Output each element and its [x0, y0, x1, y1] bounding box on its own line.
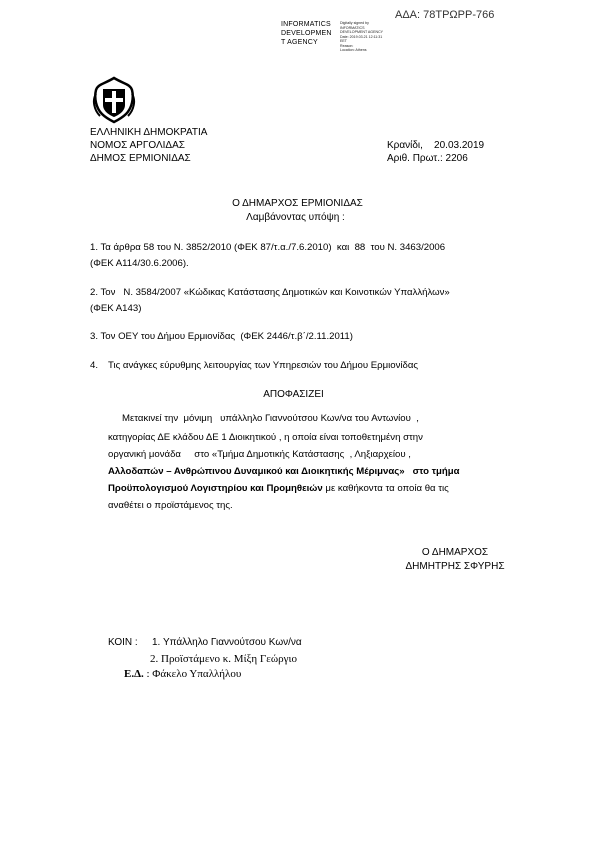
signature-line: EET: [340, 39, 347, 43]
consideration-1-line-1: 1. Τα άρθρα 58 του Ν. 3852/2010 (ΦΕΚ 87/τ.α./7.6.2010) και 88 του Ν. 3463/2006: [90, 242, 446, 253]
issuer-header: [90, 126, 207, 165]
ida-logo-line: DEVELOPMEN: [281, 30, 332, 37]
consideration-2-line-1: 2. Τον Ν. 3584/2007 «Κώδικας Κατάστασης Δημοτικών και Κοινοτικών Υπαλλήλων»: [90, 287, 450, 298]
signature-name: ΔΗΜΗΤΡΗΣ ΣΦΥΡΗΣ: [405, 561, 505, 572]
consideration-2-line-2: (ΦΕΚ Α143): [90, 303, 142, 314]
decision-line-3: οργανική μονάδα στο «Τμήμα Δημοτικής Κατάστασης , Ληξιαρχείου ,: [108, 449, 411, 460]
consideration-3: 3. Τον ΟΕΥ του Δήμου Ερμιονίδας (ΦΕΚ 2446/τ.β΄/2.11.2011): [90, 331, 353, 342]
signature-line: DEVELOPMENT AGENCY: [340, 30, 384, 34]
ed-text: : Φάκελο Υπαλλήλου: [146, 668, 242, 680]
ida-logo-text: [281, 20, 332, 47]
issuer-municipality: ΔΗΜΟΣ ΕΡΜΙΟΝΙΔΑΣ: [90, 153, 191, 164]
mayor-signature: [390, 546, 520, 574]
ida-logo-line: INFORMATICS: [281, 21, 331, 28]
signature-line: Location: Athens: [340, 48, 367, 52]
decision-line-6: αναθέτει ο προϊστάμενος της.: [108, 500, 233, 511]
decision-line-1: Μετακινεί την μόνιμη υπάλληλο Γιαννούτσου Κων/να του Αντωνίου ,: [122, 413, 419, 424]
decision-line-4: Αλλοδαπών – Ανθρώπινου Δυναμικού και Διοικητικής Μέριμνας» στο τμήμα: [108, 466, 460, 477]
koin-label: ΚΟΙΝ :: [108, 637, 138, 648]
decides-heading: ΑΠΟΦΑΣΙΖΕΙ: [263, 389, 324, 400]
consideration-1-line-2: (ΦΕΚ Α114/30.6.2006).: [90, 258, 189, 269]
koin-item-2: 2. Προϊστάμενο κ. Μίξη Γεώργιο: [150, 653, 297, 665]
digital-signature-block: [340, 21, 383, 53]
signature-line: Reason:: [340, 43, 354, 48]
issuer-prefecture: ΝΟΜΟΣ ΑΡΓΟΛΙΔΑΣ: [90, 140, 185, 151]
koin-item-1: 1. Υπάλληλο Γιαννούτσου Κων/να: [152, 637, 302, 648]
decision-department: Προϋπολογισμού Λογιστηρίου και Προμηθειών: [108, 483, 323, 494]
decision-line-5: [108, 481, 449, 497]
decision-duties: με καθήκοντα τα οποία θα τις: [322, 483, 449, 494]
place-date: Κρανίδι, 20.03.2019: [387, 140, 485, 151]
document-subtitle: Λαμβάνοντας υπόψη :: [246, 212, 345, 223]
ida-logo-line: T AGENCY: [281, 39, 318, 46]
consideration-4-number: 4.: [90, 360, 99, 371]
ada-code: ΑΔΑ: 78ΤΡΩΡΡ-766: [395, 9, 495, 21]
signature-line: Digitally signed by: [340, 21, 369, 25]
greek-coat-of-arms-icon: [90, 76, 138, 124]
document-title: Ο ΔΗΜΑΡΧΟΣ ΕΡΜΙΟΝΙΔΑΣ: [232, 198, 363, 209]
decision-line-2: κατηγορίας ΔΕ κλάδου ΔΕ 1 Διοικητικού , η οποία είναι τοποθετημένη στην: [108, 432, 423, 443]
protocol-number: Αριθ. Πρωτ.: 2206: [387, 153, 468, 164]
signature-role: Ο ΔΗΜΑΡΧΟΣ: [421, 547, 489, 558]
consideration-4-text: Τις ανάγκες εύρυθμης λειτουργίας των Υπηρεσιών του Δήμου Ερμιονίδας: [108, 360, 419, 371]
koin-ed: [124, 668, 241, 680]
issuer-country: ΕΛΛΗΝΙΚΗ ΔΗΜΟΚΡΑΤΙΑ: [90, 127, 208, 138]
ed-label: Ε.Δ.: [124, 668, 144, 680]
signature-line: INFORMATICS: [340, 25, 365, 30]
signature-line: Date: 2019.03.21 12:11:31: [340, 34, 383, 39]
